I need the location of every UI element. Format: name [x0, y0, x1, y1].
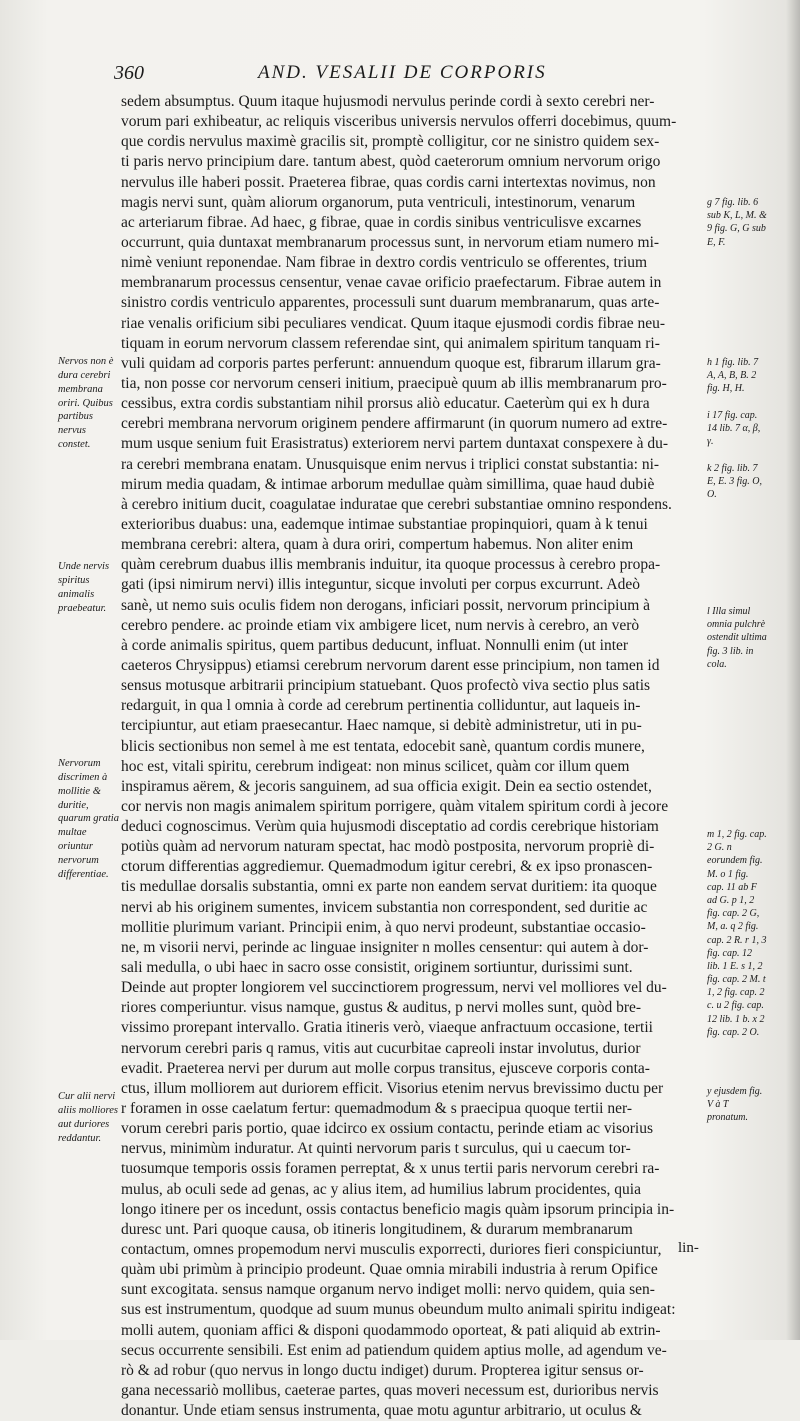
- margin-note-left: Nervorum discrimen à mollitie & duritie, quarum gratia multae oriuntur nervorum differentiae.: [58, 758, 119, 880]
- text-line: nervulus ille haberi possit. Praeterea fibrae, quas cordis carni intertextas novimus, non: [121, 173, 656, 191]
- text-line: Deinde aut propter longiorem vel succinctiorem progressum, nervi vel molliores vel du-: [121, 979, 667, 997]
- text-line: riae venalis orificium sibi peculiares vendicat. Quum itaque ejusmodi cordis fibrae neu-: [121, 314, 666, 332]
- text-line: tia, non posse cor nervorum censeri initium, praecipuè quum ab illis membranarum pro-: [121, 374, 667, 392]
- text-line: cerebro pendere. ac proinde etiam vix ambigere licet, num nervis à cerebro, an verò: [121, 616, 640, 634]
- text-line: secus occurrente sensibili. Est enim ad patiendum quidem aptius molle, ad agendum ve-: [121, 1341, 667, 1359]
- text-line: ra cerebri membrana enatam. Unusquisque enim nervus i triplici constat substantia: ni-: [121, 455, 660, 473]
- text-line: membranarum processus censentur, venae cavae orificio praefectarum. Fibrae autem in: [121, 274, 662, 292]
- catchword: lin-: [678, 1240, 699, 1256]
- text-line: sus est instrumentum, quodque ad suum munus obeundum multo animali spiritu indigeat:: [121, 1301, 676, 1319]
- text-line: nimè veniunt reponendae. Nam fibrae in dextro cordis ventriculo se offerentes, trium: [121, 254, 648, 272]
- text-line: tuosumque temporis ossis foramen perreptat, & x unus tertii paris nervorum cerebri ra-: [121, 1160, 660, 1178]
- text-line: ctus, illum molliorem aut duriorem efficit. Visorius etenim nervus brevissimo ductu per: [121, 1079, 664, 1097]
- text-line: à corde animalis spiritus, quem partibus deducunt, influat. Nonnulli enim (ut inter: [121, 636, 629, 654]
- text-line: rò & ad robur (quo nervus in longo ductu indiget) durum. Propterea igitur sensus or-: [121, 1361, 644, 1379]
- text-line: longo itinere per os incedunt, ossis contactus beneficio magis quàm ipsorum principia in-: [121, 1200, 675, 1218]
- text-line: que cordis nervulus maximè gracilis sit, promptè colligitur, cor ne sinistro quidem sex-: [121, 133, 660, 151]
- text-line: gati (ipsi nimirum nervi) illis integuntur, sicque involuti per corpus excurrunt. Adeò: [121, 576, 640, 594]
- text-line: vuli quidam ad corporis partes perferunt: annuendum quoque est, fibrarum illarum gra-: [121, 354, 661, 372]
- text-line: vorum pari exhibeatur, ac reliquis visceribus universis nervulos offerri docebimus, quum-: [121, 113, 677, 131]
- margin-note-left: Nervos non è dura cerebri membrana oriri. Quibus partibus nervus constet.: [58, 356, 114, 451]
- margin-note-left: Cur alii nervi aliis molliores aut duriores reddantur.: [58, 1091, 118, 1144]
- text-line: donantur. Unde etiam sensus instrumenta, quae motu aguntur arbitrario, ut oculus &: [121, 1402, 642, 1420]
- text-line: membrana cerebri: altera, quam à dura oriri, compertum habemus. Non aliter enim: [121, 536, 634, 554]
- text-line: redarguit, in qua l omnia à corde ad cerebrum pertinentia colliduntur, aut laqueis in-: [121, 697, 641, 715]
- page-gutter-shadow: [786, 0, 800, 1340]
- text-line: tiquam in eorum nervorum classem referendae sint, qui animalem spiritum tanquam ri-: [121, 334, 660, 352]
- text-line: magis nervi sunt, quàm aliorum organorum, puta ventriculi, intestinorum, venarum: [121, 193, 636, 211]
- margin-note-right: k 2 fig. lib. 7 E, E. 3 fig. O, O.: [707, 463, 762, 501]
- text-line: vissimo prorepant intervallo. Gratia itineris verò, viaeque anfractuum occasione, tertii: [121, 1019, 653, 1037]
- text-line: sinistro cordis ventriculo apparentes, processuli sunt duarum membranarum, quas arte-: [121, 294, 660, 312]
- margin-note-right: y ejusdem fig. V à T pronatum.: [707, 1086, 763, 1124]
- text-line: r foramen in osse caelatum fertur: quemadmodum & s praecipua quoque tertii ner-: [121, 1100, 633, 1118]
- text-line: contactum, omnes propemodum nervi musculis exporrecti, duriores fieri conspiciuntur,: [121, 1241, 662, 1259]
- show-through-smudge: [298, 1040, 498, 1190]
- text-line: sensus motusque arbitrarii principium statuebant. Quos profectò viva sectio plus satis: [121, 677, 651, 695]
- page-number: 360: [114, 62, 144, 84]
- text-line: molli autem, quoniam affici & disponi quodammodo oporteat, & pati aliquid ab extrin-: [121, 1321, 661, 1339]
- text-line: mulus, ab oculi sede ad genas, ac y alius item, ad humilius labrum procidentes, quia: [121, 1180, 641, 1198]
- text-line: nervorum cerebri paris q ramus, vitis aut cucurbitae capreoli instar involutus, durior: [121, 1039, 641, 1057]
- text-line: à cerebro initium ducit, coagulatae induratae que cerebri substantiae omnino respondens.: [121, 495, 672, 513]
- margin-note-right: i 17 fig. cap. 14 lib. 7 α, β, γ.: [707, 410, 761, 448]
- text-line: blicis sectionibus non semel à me est tentata, edocebit sanè, quantum cordis munere,: [121, 737, 645, 755]
- text-line: deduci cognoscimus. Verùm quia hujusmodi disceptatio ad cordis cerebrique historiam: [121, 818, 659, 836]
- text-line: riores comperiuntur. visus namque, gustus & auditus, p nervi molles sunt, quòd bre-: [121, 999, 642, 1017]
- text-line: duresc unt. Pari quoque causa, ob itineris longitudinem, & durarum membranarum: [121, 1220, 633, 1238]
- margin-note-right: h 1 fig. lib. 7 A, A, B, B. 2 fig. H, H.: [707, 357, 759, 395]
- text-line: cor nervis non magis animalem spiritum porrigere, quàm vitalem spiritum cordi à jecore: [121, 797, 669, 815]
- text-line: evadit. Praeterea nervi per durum aut molle corpus transitus, ejusceve corporis conta-: [121, 1059, 650, 1077]
- text-line: exterioribus duabus: una, eademque intimae substantiae propinquiori, quam à k tenui: [121, 515, 648, 533]
- text-line: mum usque senium fuit Erasistratus) exteriorem nervi partem duntaxat conspexere à du-: [121, 435, 669, 453]
- text-line: mollitie plurimum variant. Principii enim, à quo nervi prodeunt, substantiae occasio-: [121, 918, 646, 936]
- text-line: hoc est, vitali spiritu, cerebrum indigeat: non minus scilicet, quàm cor illum quem: [121, 757, 630, 775]
- text-line: sedem absumptus. Quum itaque hujusmodi nervulus perinde cordi à sexto cerebri ner-: [121, 93, 655, 110]
- margin-note-right: l Illa simul omnia pulchrè ostendit ultima fig. 3 lib. in cola.: [707, 606, 767, 670]
- margin-note-left: Unde nervis spiritus animalis praebeatur.: [58, 561, 110, 614]
- text-line: ti paris nervo principium dare. tantum abest, quòd caeterorum omnium nervorum origo: [121, 153, 661, 171]
- text-line: sunt excogitata. sensus namque organum nervo indiget molli: nervo quidem, quia sen-: [121, 1281, 655, 1299]
- text-line: quàm ubi primùm à principio prodeunt. Quae omnia mirabili industria à rerum Opifice: [121, 1261, 658, 1279]
- text-line: tis medullae dorsalis substantia, omni ex parte non eandem servat duritiem: ita quoque: [121, 878, 657, 896]
- text-line: quàm cerebrum duabus illis membranis induitur, ita quoque processus à cerebro propa-: [121, 556, 661, 574]
- text-line: nervi ab his originem sumentes, invicem substantia non correspondent, sed duritie ac: [121, 898, 648, 916]
- text-line: nervus, minimùm induratur. At quinti nervorum paris t surculus, qui u caecum tor-: [121, 1140, 631, 1158]
- text-line: ctorum differentias aggrediemur. Quemadmodum igitur cerebri, & ex ipso pronascen-: [121, 858, 653, 876]
- text-line: caeteros Chrysippus) etiamsi cerebrum nervorum darent esse principium, non tamen id: [121, 656, 660, 674]
- text-line: sali medulla, o ubi haec in sacro osse consistit, originem sortiuntur, durissimi sunt.: [121, 959, 633, 977]
- text-line: tercipiuntur, aut etiam praesecantur. Haec namque, si debitè administretur, uti in pu-: [121, 717, 642, 735]
- text-line: gana necessariò mollibus, caeterae partes, quas moveri necessum est, durioribus nervis: [121, 1382, 659, 1399]
- text-line: cessibus, extra cordis substantiam nihil prorsus aliò educatur. Caeterùm qui ex h dura: [121, 395, 650, 413]
- text-line: cerebri membrana nervorum originem pendere affirmarunt (in quorum numero ad extre-: [121, 415, 668, 433]
- page-header: [114, 62, 714, 88]
- text-line: ac arteriarum fibrae. Ad haec, g fibrae, quae in cordis sinibus ventriculisve excarnes: [121, 213, 642, 231]
- text-line: inspiramus aërem, & jecoris sanguinem, ad sua officia exigit. Dein ea sectio ostendet,: [121, 777, 652, 795]
- text-line: potiùs quàm ad nervorum naturam spectat, hac modò postposita, nervorum propriè di-: [121, 838, 655, 856]
- text-line: occurrunt, quia duntaxat membranarum processus sunt, in nervorum etiam numero mi-: [121, 233, 660, 251]
- running-head: AND. VESALII DE CORPORIS: [258, 62, 547, 83]
- margin-note-right: m 1, 2 fig. cap. 2 G. n eorundem fig. M. o 1 fig. cap. 11 ab F ad G. p 1, 2 fig. cap. 2 G, M, a. q 2 fig. cap. 2 R. r 1, 3 fig. cap. 12 lib. 1 E. s 1, 2 fig. cap. 2 M. t 1, 2 fig. cap. 2 c. u 2 fig. cap. 12 lib. 1 b. x 2 fig. cap. 2 O.: [707, 829, 767, 1038]
- text-line: mirum media quadam, & intimae arborum medullae quàm simillima, quae haud dubiè: [121, 475, 655, 493]
- margin-note-right: g 7 fig. lib. 6 sub K, L, M. & 9 fig. G, G sub E, F.: [707, 197, 767, 248]
- text-line: vorum cerebri paris portio, quae idcirco ex ossium contactu, perinde etiam ac visorius: [121, 1120, 653, 1138]
- text-line: sanè, ut nemo suis oculis fidem non derogans, inficiari possit, nervorum principium à: [121, 596, 651, 614]
- text-line: ne, m visorii nervi, perinde ac linguae insigniter n molles censentur: qui autem à dor-: [121, 938, 649, 956]
